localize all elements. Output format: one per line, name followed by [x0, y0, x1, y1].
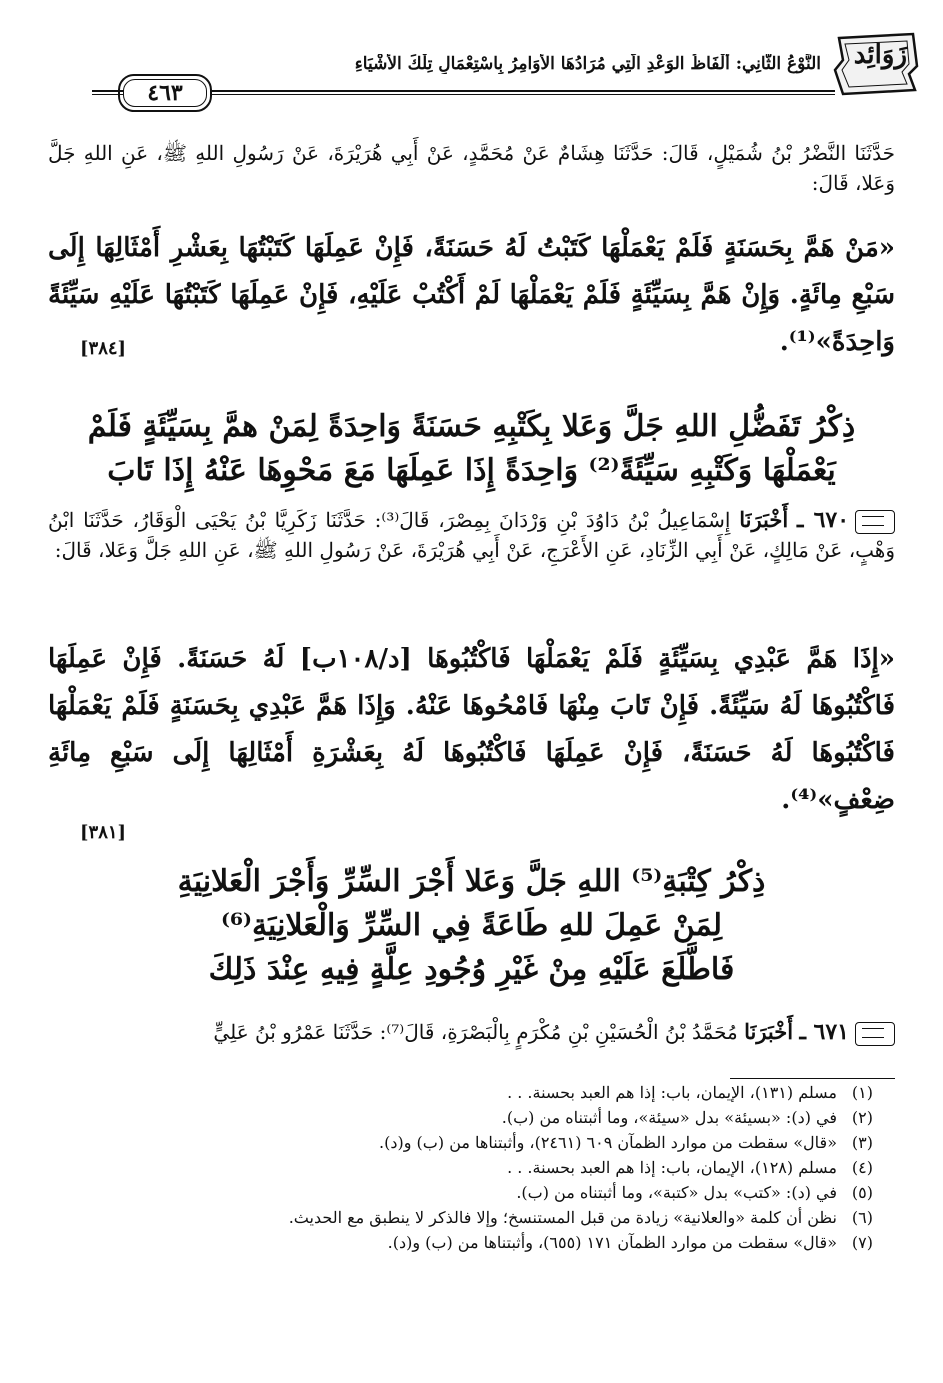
hadith-badge-icon	[855, 1022, 895, 1046]
chapter-heading	[40, 405, 903, 493]
page-number: ٤٦٣	[147, 80, 183, 106]
footnotes	[80, 1080, 873, 1255]
footnote-item: (١) مسلم (١٣١)، الإيمان، باب: إذا هم العبد بحسنة. . .	[507, 1083, 873, 1102]
header-rule	[210, 90, 835, 92]
chapter-heading	[40, 860, 903, 992]
footnote-item: (٢) في (د): «بسيئة» بدل «سيئة»، وما أثبتناه من (ب).	[501, 1108, 873, 1127]
chapter-heading-line: يَعْمَلْهَا وَكَتْبِهِ سَيِّئَةً⁽²⁾ وَاحِدَةً إِذَا عَمِلَهَا مَعَ مَحْوِهَا عَنْهُ إِذَا تَابَ	[107, 453, 836, 488]
hadith-text: «مَنْ هَمَّ بِحَسَنَةٍ فَلَمْ يَعْمَلْهَا كَتَبْتُ لَهُ حَسَنَةً، فَإِنْ عَمِلَهَا كَتَبْتُهَا بِعَشْرِ أَمْثَالِهَا إِلَى سَبْعِ مِائَةٍ. وَإِنْ هَمَّ بِسَيِّئَةٍ فَلَمْ يَعْمَلْهَا لَمْ أَكْتُبْ عَلَيْهِ، فَإِنْ عَمِلَهَا كَتَبْتُهَا عَلَيْهِ سَيِّئَةً وَاحِدَةً»⁽¹⁾.	[48, 233, 895, 357]
running-title: النَّوْعُ الثَّانِي: أَلْفَاظُ الوَعْدِ الَّتِي مُرَادُهَا الأَوَامِرُ بِاسْتِعْمَالِ تِلْكَ الأَشْيَاءِ	[354, 54, 821, 74]
hadith-reference: [٣٨١]	[80, 822, 127, 843]
chapter-heading-line: فَاطَّلَعَ عَلَيْهِ مِنْ غَيْرِ وُجُودِ عِلَّةٍ فِيهِ عِنْدَ ذَلِكَ	[208, 952, 735, 987]
footnote-item: (٤) مسلم (١٢٨)، الإيمان، باب: إذا هم العبد بحسنة. . .	[507, 1158, 873, 1177]
chapter-heading-line: ذِكْرُ تَفَضُّلِ اللهِ جَلَّ وَعَلا بِكَتْبِهِ حَسَنَةً وَاحِدَةً لِمَنْ همَّ بِسَيِّئَةٍ فَلَمْ	[87, 409, 856, 444]
hadith-number: ٦٧١ ـ	[799, 1019, 849, 1045]
footnote-item: (٧) «قال» سقطت من موارد الظمآن ١٧١ (٦٥٥)، وأثبتناها من (ب) و(د).	[387, 1233, 873, 1252]
isnad-paragraph: حَدَّثَنَا النَّضْرُ بْنُ شُمَيْلٍ، قَالَ: حَدَّثَنَا هِشَامٌ عَنْ مُحَمَّدٍ، عَنْ أَبِي هُرَيْرَةَ، عَنْ رَسُولِ اللهِ ﷺ، عَنِ اللهِ جَلَّ وَعَلا، قَالَ:	[48, 141, 895, 195]
isnad-paragraph-670	[48, 505, 895, 565]
isnad-text: مُحَمَّدُ بْنُ الْحُسَيْنِ بْنِ مُكْرَمٍ بِالْبَصْرَةِ، قَالَ⁽⁷⁾: حَدَّثَنَا عَمْرُو بْنُ عَلِيٍّ	[213, 1020, 738, 1044]
chapter-heading-line: لِمَنْ عَمِلَ للهِ طَاعَةً فِي السِّرِّ وَالْعَلانِيَةِ⁽⁶⁾	[220, 908, 723, 943]
footnote-item: (٦) نظن أن كلمة «والعلانية» زيادة من قبل المستنسخ؛ وإلا فالذكر لا ينطبق مع الحديث.	[288, 1208, 873, 1227]
header-rule-thin	[210, 94, 835, 95]
akhbarana-word: أَخْبَرَنَا	[739, 507, 789, 532]
hadith-badge-icon	[855, 510, 895, 534]
hadith-reference: [٣٨٤]	[80, 338, 127, 359]
footnote-item: (٥) في (د): «كتب» بدل «كتبة»، وما أثبتناه من (ب).	[516, 1183, 873, 1202]
corner-ornament-icon	[829, 30, 921, 98]
corner-label: زَوَائِد	[853, 40, 907, 70]
isnad-paragraph-671	[48, 1017, 895, 1047]
page-number-box	[118, 74, 212, 112]
footnote-item: (٣) «قال» سقطت من موارد الظمآن ٦٠٩ (٢٤٦١)، وأثبتناها من (ب) و(د).	[379, 1133, 873, 1152]
isnad-text: إِسْمَاعِيلُ بْنُ دَاوُدَ بْنِ وَرْدَانَ بِمِصْرَ، قَالَ⁽³⁾: حَدَّثَنَا زَكَرِيَّا بْنُ يَحْيَى الْوَقَارُ، حَدَّثَنَا ابْنُ وَهْبٍ، عَنْ مَالِكٍ، عَنْ أَبِي الزِّنَادِ، عَنِ الأَعْرَجِ، عَنْ أَبِي هُرَيْرَةَ، عَنْ رَسُولِ اللهِ ﷺ، عَنِ اللهِ جَلَّ وَعَلا، قَالَ:	[48, 508, 895, 562]
hadith-number: ٦٧٠ ـ	[797, 507, 850, 533]
footnote-separator	[730, 1078, 895, 1079]
chapter-heading-line: ذِكْرُ كِتْبَةِ⁽⁵⁾ اللهِ جَلَّ وَعَلا أَجْرَ السِّرِّ وَأَجْرَ الْعَلانِيَةِ	[177, 864, 766, 899]
akhbarana-word: أَخْبَرَنَا	[744, 1019, 794, 1044]
hadith-text-670: «إِذَا هَمَّ عَبْدِي بِسَيِّئَةٍ فَلَمْ يَعْمَلْهَا فَاكْتُبُوهَا [د/١٠٨ب] لَهُ حَسَنَةً. فَإِنْ عَمِلَهَا فَاكْتُبُوهَا لَهُ سَيِّئَةً. فَإِنْ تَابَ مِنْهَا فَامْحُوهَا عَنْهُ. وَإِذَا هَمَّ عَبْدِي بِحَسَنَةٍ فَلَمْ يَعْمَلْهَا فَاكْتُبُوهَا لَهُ حَسَنَةً، فَإِنْ عَمِلَهَا فَاكْتُبُوهَا لَهُ بِعَشْرَةِ أَمْثَالِهَا إِلَى سَبْعِ مِائَةِ ضِعْفٍ»⁽⁴⁾.	[48, 644, 895, 815]
